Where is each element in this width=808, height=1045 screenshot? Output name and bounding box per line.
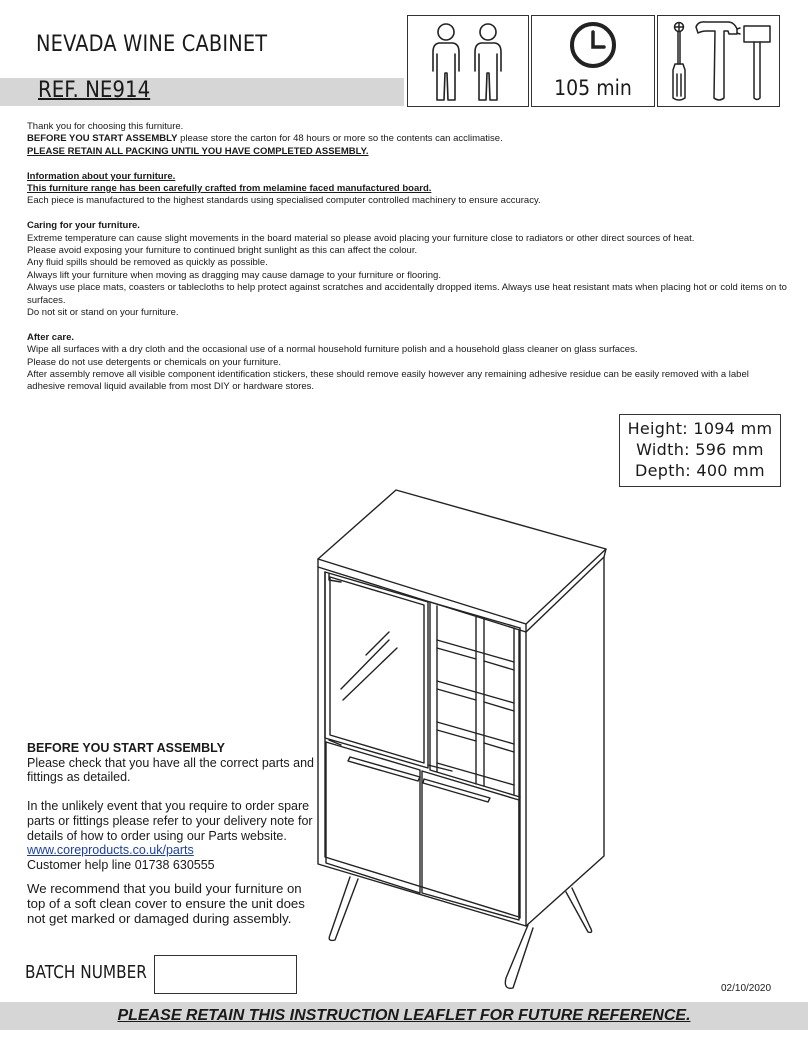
footer-notice: PLEASE RETAIN THIS INSTRUCTION LEAFLET FOR FUTURE REFERENCE.	[117, 1007, 691, 1024]
clock-icon	[532, 16, 654, 76]
helpline-text: Customer help line 01738 630555	[27, 857, 215, 872]
page-title: NEVADA WINE CABINET	[36, 32, 268, 57]
cabinet-leg	[566, 888, 592, 932]
mallet-icon	[744, 26, 770, 100]
ref-number: REF. NE914	[38, 78, 151, 103]
info-heading: Information about your furniture.	[27, 170, 176, 182]
caring-line: Please avoid exposing your furniture to continued bright sunlight as this can affect the colour.	[27, 245, 418, 257]
door-handle	[423, 779, 490, 802]
caring-heading: Caring for your furniture.	[27, 220, 140, 232]
caring-line: Always lift your furniture when moving as dragging may cause damage to your furniture or flooring.	[27, 269, 441, 281]
hammer-icon	[696, 22, 740, 100]
check-parts-text: Please check that you have all the correct parts and fittings as detailed.	[27, 755, 314, 785]
aftercare-line: Wipe all surfaces with a dry cloth and the occasional use of a normal household furniture polish and a household glass cleaner on glass surfaces.	[27, 344, 638, 356]
batch-number-field[interactable]	[154, 955, 297, 994]
parts-website-link[interactable]: www.coreproducts.co.uk/parts	[27, 843, 194, 858]
standards-text: Each piece is manufactured to the highest standards using specialised computer controlled machinery to ensure accuracy.	[27, 195, 541, 207]
lower-right-door	[422, 771, 519, 920]
assembly-heading: BEFORE YOU START ASSEMBLY	[27, 741, 225, 755]
dimensions-box	[619, 414, 781, 487]
assembly-time: 105 min	[554, 76, 632, 100]
depth-dimension: Depth: 400 mm	[635, 461, 765, 480]
thank-you-text: Thank you for choosing this furniture.	[27, 121, 184, 132]
caring-line: Always use place mats, coasters or tablecloths to help protect against scratches and accidentally dropped items. Always use heat resistant mats when placing hot or cold items on to surfaces.	[27, 282, 787, 306]
before-bold: BEFORE YOU START ASSEMBLY	[27, 133, 178, 145]
caring-line: Any fluid spills should be removed as quickly as possible.	[27, 257, 268, 269]
retain-packing-text: PLEASE RETAIN ALL PACKING UNTIL YOU HAVE COMPLETED ASSEMBLY.	[27, 145, 369, 157]
people-box	[407, 15, 529, 107]
print-date: 02/10/2020	[721, 983, 772, 994]
before-text: please store the carton for 48 hours or more so the contents can acclimatise.	[177, 133, 503, 145]
intro-text	[27, 121, 787, 394]
aftercare-line: After assembly remove all visible component identification stickers, these should remove easily however any remaining adhesive residue can be easily removed with a label adhesive removal liquid available from most DIY or hardware stores.	[27, 369, 749, 393]
cabinet-leg	[329, 877, 358, 940]
screwdriver-icon	[673, 23, 685, 101]
height-dimension: Height: 1094 mm	[627, 419, 773, 438]
aftercare-line: Please do not use detergents or chemicals on your furniture.	[27, 356, 282, 368]
wine-cabinet-illustration	[310, 488, 610, 994]
cabinet-leg	[505, 925, 533, 988]
caring-line: Do not sit or stand on your furniture.	[27, 307, 179, 319]
before-store-text	[27, 133, 787, 145]
batch-number-label: BATCH NUMBER	[25, 962, 147, 983]
two-people-icon	[408, 16, 528, 106]
cabinet-top	[318, 490, 606, 624]
recommend-text: We recommend that you build your furniture on top of a soft clean cover to ensure the unit does not get marked or damaged during assembly.	[27, 881, 305, 926]
spare-parts-text: In the unlikely event that you require to order spare parts or fittings please refer to your delivery note for details of how to order using our Parts website.	[27, 799, 313, 843]
tools-box	[657, 15, 780, 107]
aftercare-heading: After care.	[27, 331, 74, 343]
crafted-text: This furniture range has been carefully crafted from melamine faced manufactured board.	[27, 183, 432, 195]
time-box	[531, 15, 655, 107]
width-dimension: Width: 596 mm	[636, 440, 764, 459]
assembly-notes	[27, 741, 317, 926]
door-handle	[348, 757, 420, 781]
caring-line: Extreme temperature can cause slight movements in the board material so please avoid placing your furniture close to radiators or other direct sources of heat.	[27, 232, 695, 244]
